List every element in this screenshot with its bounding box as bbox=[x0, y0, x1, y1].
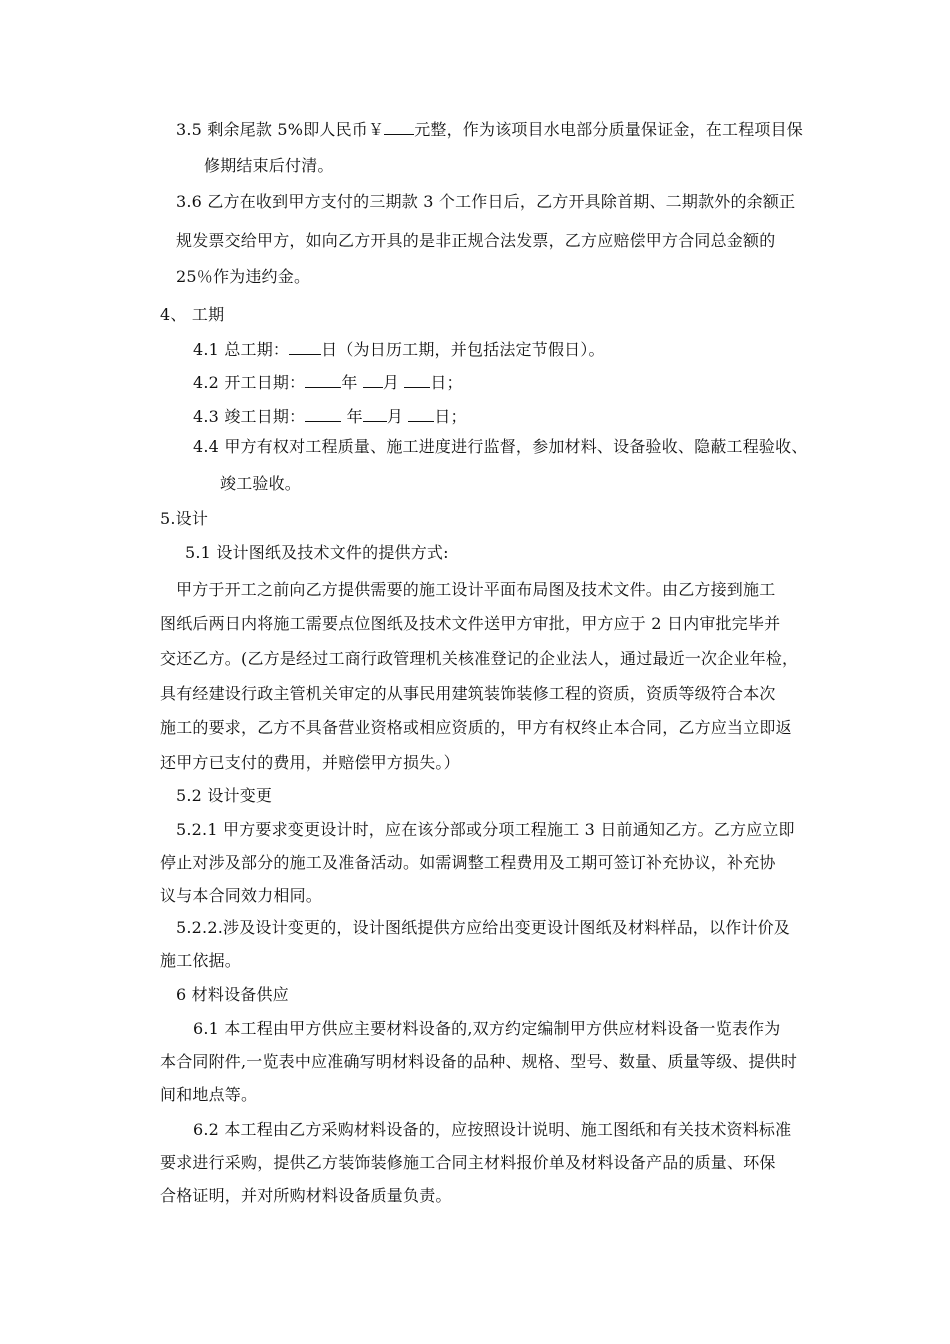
clause-4-3 bbox=[193, 407, 467, 427]
para-line: 甲方于开工之前向乙方提供需要的施工设计平面布局图及技术文件。由乙方接到施工 bbox=[176, 580, 776, 599]
clause-6-1-line: 6.1 本工程由甲方供应主要材料设备的,双方约定编制甲方供应材料设备一览表作为 bbox=[193, 1019, 781, 1038]
end-year-blank bbox=[305, 407, 341, 422]
clause-4-3-label: 4.3 竣工日期： bbox=[193, 407, 306, 426]
clause-3-5-line-2: 修期结束后付清。 bbox=[204, 156, 334, 175]
day-label: 日； bbox=[434, 407, 467, 426]
year-label: 年 bbox=[346, 407, 363, 426]
clause-4-1 bbox=[193, 340, 605, 360]
clause-5-2-2-line: 施工依据。 bbox=[160, 951, 242, 970]
section-5-heading: 5.设计 bbox=[160, 509, 209, 528]
clause-4-2-label: 4.2 开工日期： bbox=[193, 373, 306, 392]
section-4-heading: 4、 工期 bbox=[160, 305, 225, 324]
clause-3-6-line-3: 25％作为违约金。 bbox=[176, 267, 311, 286]
para-line: 交还乙方。(乙方是经过工商行政管理机关核准登记的企业法人，通过最近一次企业年检， bbox=[160, 649, 799, 668]
year-label: 年 bbox=[341, 373, 358, 392]
clause-3-6-line-2: 规发票交给甲方，如向乙方开具的是非正规合法发票，乙方应赔偿甲方合同总金额的 bbox=[176, 231, 776, 250]
month-label: 月 bbox=[386, 407, 404, 426]
clause-6-2-line: 6.2 本工程由乙方采购材料设备的，应按照设计说明、施工图纸和有关技术资料标准 bbox=[193, 1120, 792, 1139]
clause-5-2-1-line: 5.2.1 甲方要求变更设计时，应在该分部或分项工程施工 3 日前通知乙方。乙方应立即 bbox=[176, 820, 795, 839]
clause-3-5-line-1 bbox=[176, 120, 803, 140]
clause-5-2-1-line: 停止对涉及部分的施工及准备活动。如需调整工程费用及工期可签订补充协议，补充协 bbox=[160, 853, 776, 872]
clause-4-4-line-2: 竣工验收。 bbox=[220, 474, 302, 493]
start-day-blank bbox=[404, 373, 430, 388]
clause-5-2-2-line: 5.2.2.涉及设计变更的，设计图纸提供方应给出变更设计图纸及材料样品，以作计价及 bbox=[176, 918, 790, 937]
amount-blank bbox=[384, 120, 414, 135]
end-day-blank bbox=[408, 407, 434, 422]
clause-4-2 bbox=[193, 373, 463, 393]
para-line: 还甲方已支付的费用，并赔偿甲方损失。） bbox=[160, 753, 460, 772]
clause-5-2: 5.2 设计变更 bbox=[176, 786, 273, 805]
para-line: 具有经建设行政主管机关审定的从事民用建筑装饰装修工程的资质，资质等级符合本次 bbox=[160, 684, 776, 703]
clause-4-1-label: 4.1 总工期： bbox=[193, 340, 290, 359]
para-line: 施工的要求，乙方不具备营业资格或相应资质的，甲方有权终止本合同，乙方应当立即返 bbox=[160, 718, 792, 737]
clause-6-1-line: 间和地点等。 bbox=[160, 1085, 258, 1104]
clause-5-1: 5.1 设计图纸及技术文件的提供方式: bbox=[185, 543, 449, 562]
start-year-blank bbox=[305, 373, 341, 388]
total-days-blank bbox=[289, 340, 321, 355]
clause-5-2-1-line: 议与本合同效力相同。 bbox=[160, 886, 323, 905]
day-label: 日； bbox=[430, 373, 463, 392]
section-6-heading: 6 材料设备供应 bbox=[176, 985, 289, 1004]
clause-3-6-line-1: 3.6 乙方在收到甲方支付的三期款 3 个工作日后，乙方开具除首期、二期款外的余额正 bbox=[176, 192, 796, 211]
clause-6-2-line: 要求进行采购，提供乙方装饰装修施工合同主材料报价单及材料设备产品的质量、环保 bbox=[160, 1153, 776, 1172]
clause-4-4-line-1: 4.4 甲方有权对工程质量、施工进度进行监督，参加材料、设备验收、隐蔽工程验收、 bbox=[193, 437, 808, 456]
clause-4-1-text: 日（为日历工期，并包括法定节假日）。 bbox=[321, 340, 605, 359]
clause-3-5-text-a: 3.5 剩余尾款 5%即人民币￥ bbox=[176, 120, 385, 139]
start-month-blank bbox=[363, 373, 383, 388]
end-month-blank bbox=[363, 407, 387, 422]
month-label: 月 bbox=[382, 373, 400, 392]
clause-3-5-text-b: 元整，作为该项目水电部分质量保证金，在工程项目保 bbox=[414, 120, 804, 139]
clause-6-2-line: 合格证明，并对所购材料设备质量负责。 bbox=[160, 1186, 452, 1205]
clause-6-1-line: 本合同附件,一览表中应准确写明材料设备的品种、规格、型号、数量、质量等级、提供时 bbox=[160, 1052, 798, 1071]
para-line: 图纸后两日内将施工需要点位图纸及技术文件送甲方审批，甲方应于 2 日内审批完毕并 bbox=[160, 614, 781, 633]
